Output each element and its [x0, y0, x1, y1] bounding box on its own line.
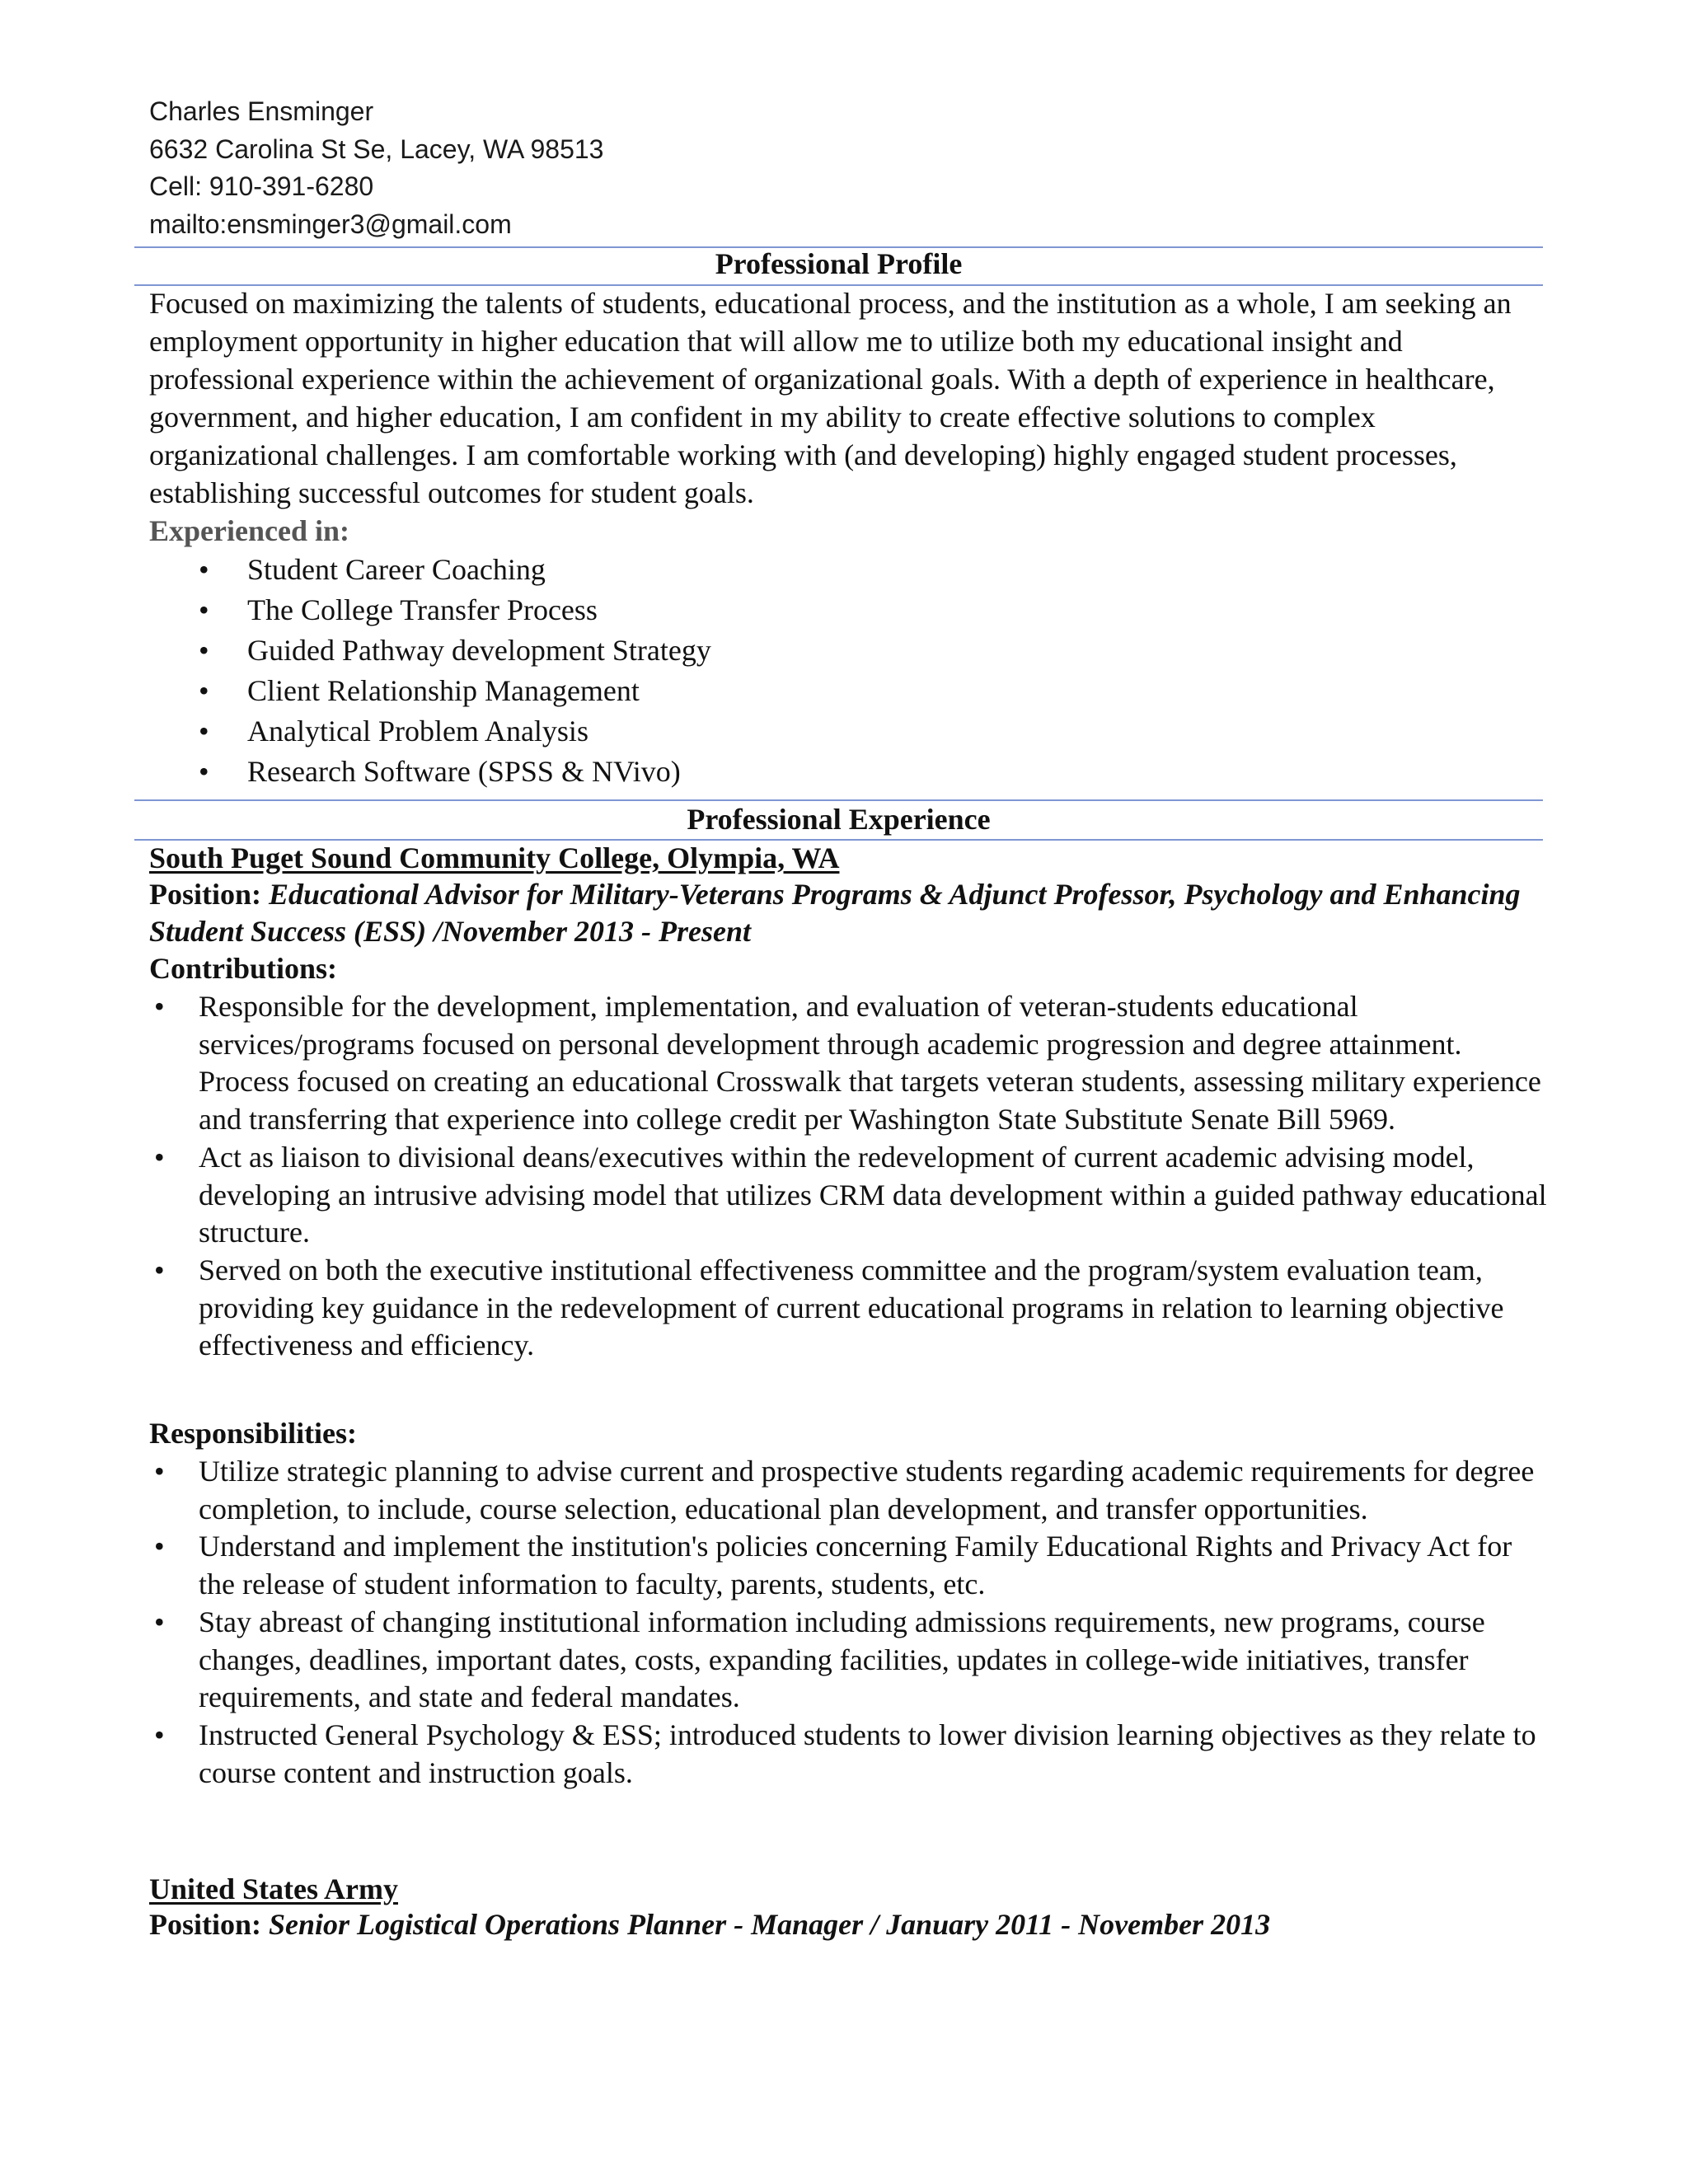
position-title: Senior Logistical Operations Planner - Manager / January 2011 - November 2013	[269, 1908, 1271, 1941]
skill-label: Analytical Problem Analysis	[247, 715, 588, 748]
bullet-icon: •	[154, 1253, 165, 1286]
skill-label: Guided Pathway development Strategy	[247, 634, 711, 667]
list-item	[149, 590, 711, 630]
list-item	[149, 550, 711, 590]
responsibility-text: Utilize strategic planning to advise current and prospective students regarding academic requirements for degree completion, to include, course selection, educational plan development, and transfer opportunities.	[199, 1455, 1535, 1526]
bullet-icon: •	[199, 755, 209, 788]
position-line	[149, 876, 1550, 950]
contribution-text: Served on both the executive institutional effectiveness committee and the program/system evaluation team, providing key guidance in the redevelopment of current educational programs in relation to learning objective effectiveness and efficiency.	[199, 1253, 1504, 1362]
list-item	[149, 630, 711, 671]
contribution-text: Act as liaison to divisional deans/executives within the redevelopment of current academic advising model, developing an intrusive advising model that utilizes CRM data development within a guided pathway educational structure.	[199, 1140, 1547, 1249]
contact-cell: Cell: 910-391-6280	[149, 171, 374, 201]
list-item	[149, 1252, 1550, 1365]
bullet-icon: •	[154, 1530, 165, 1563]
position-label: Position:	[149, 878, 262, 911]
profile-heading: Professional Profile	[715, 247, 963, 280]
responsibility-text: Stay abreast of changing institutional information including admissions requirements, new programs, course changes, deadlines, important dates, costs, expanding facilities, updates in college-wide initiatives, transfer requirements, and state and federal mandates.	[199, 1605, 1485, 1714]
skill-label: Client Relationship Management	[247, 674, 640, 707]
list-item	[149, 671, 711, 711]
employer-name: South Puget Sound Community College, Olympia, WA	[149, 841, 840, 874]
contributions-list	[149, 988, 1550, 1365]
bullet-icon: •	[154, 1455, 165, 1488]
list-item	[149, 1717, 1550, 1792]
bullet-icon: •	[199, 553, 209, 586]
skill-label: The College Transfer Process	[247, 593, 598, 626]
responsibility-text: Instructed General Psychology & ESS; introduced students to lower division learning objectives as they relate to course content and instruction goals.	[199, 1718, 1536, 1789]
bullet-icon: •	[154, 1140, 165, 1174]
list-item	[149, 711, 711, 752]
contributions-label: Contributions:	[149, 952, 338, 985]
responsibilities-list	[149, 1453, 1550, 1792]
contribution-text: Responsible for the development, implementation, and evaluation of veteran-students educational services/programs focused on personal development through academic progression and degree attainment. Process focused on creating an educational Crosswalk that targets veteran students, assessing military experience and transferring that experience into college credit per Washington State Substitute Senate Bill 5969.	[199, 990, 1541, 1137]
bullet-icon: •	[154, 1605, 165, 1638]
profile-summary: Focused on maximizing the talents of students, educational process, and the institution as a whole, I am seeking an employment opportunity in higher education that will allow me to utilize both my educational insight and professional experience within the achievement of organizational goals. With a depth of experience in healthcare, government, and higher education, I am confident in my ability to create effective solutions to complex organizational challenges. I am comfortable working with (and developing) highly engaged student processes, establishing successful outcomes for student goals.	[149, 287, 1512, 509]
skill-label: Research Software (SPSS & NVivo)	[247, 755, 681, 788]
position-line	[149, 1906, 1550, 1943]
list-item	[149, 1604, 1550, 1717]
list-item	[149, 988, 1550, 1139]
list-item	[149, 1453, 1550, 1528]
employer-name: United States Army	[149, 1872, 398, 1905]
bullet-icon: •	[154, 990, 165, 1023]
skill-label: Student Career Coaching	[247, 553, 546, 586]
position-title: Educational Advisor for Military-Veterans Programs & Adjunct Professor, Psychology and Enhancing Student Success (ESS) /November 2013 - Present	[149, 878, 1521, 948]
bullet-icon: •	[199, 593, 209, 626]
bullet-icon: •	[154, 1718, 165, 1751]
experienced-in-label: Experienced in:	[149, 514, 349, 547]
responsibility-text: Understand and implement the institution's policies concerning Family Educational Rights and Privacy Act for the release of student information to faculty, parents, students, etc.	[199, 1530, 1512, 1601]
contact-email: mailto:ensminger3@gmail.com	[149, 209, 512, 239]
skills-list	[149, 550, 711, 792]
bullet-icon: •	[199, 634, 209, 667]
contact-name: Charles Ensminger	[149, 96, 374, 126]
experience-heading: Professional Experience	[687, 803, 991, 836]
position-label: Position:	[149, 1908, 262, 1941]
responsibilities-label: Responsibilities:	[149, 1417, 358, 1450]
list-item	[149, 752, 711, 792]
list-item	[149, 1139, 1550, 1252]
bullet-icon: •	[199, 674, 209, 707]
bullet-icon: •	[199, 715, 209, 748]
contact-address: 6632 Carolina St Se, Lacey, WA 98513	[149, 134, 604, 164]
contact-block	[149, 93, 603, 243]
list-item	[149, 1528, 1550, 1603]
